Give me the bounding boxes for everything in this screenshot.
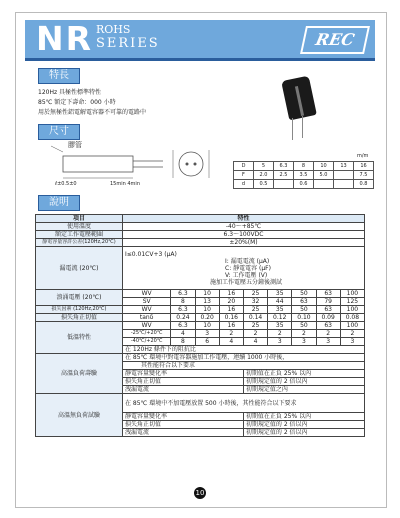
table-row: d 0.5 0.6 0.8 [234, 180, 374, 189]
table-row: 洩漏電流 初期規定值的 2 倍以內 [36, 429, 365, 437]
table-row: 浪涌電壓 (20℃) WV 6.3 10 16 25 35 50 63 100 [36, 290, 365, 298]
feature-3: 用於無極性鋁電解電容器不可靠的電路中 [38, 109, 147, 116]
capacitor-lead [292, 118, 293, 140]
feature-1: 120Hz 具極性標準特性 [38, 89, 102, 96]
rohs-label: ROHS [96, 23, 131, 36]
table-row: 漏電流 (20℃) I≤0.01CV+3 (μA) I: 漏電電流 (μA) C: 靜電電容 (μF) V: 工作電壓 (V) 施加工作電壓五分鐘後測試 [36, 247, 365, 290]
brand-logo: REC [300, 26, 370, 54]
table-row: 靜電容量變化率 初期值在正負 25% 以內 [36, 413, 365, 421]
section-description: 說明 [38, 195, 80, 211]
length-label: ℓ±0.5±0 [55, 181, 77, 187]
table-row [36, 215, 365, 223]
sleeve-label: 膠管 [68, 141, 82, 149]
table-row: 其性能符合以下要求 [36, 362, 365, 370]
col-header-char: 特性 [123, 215, 365, 223]
table-row: 洩漏電流 初期規定值之內 [36, 386, 365, 394]
table-row: SV 8 13 20 32 44 63 79 125 [36, 298, 365, 306]
table-row: 高溫負荷壽驗 在 85℃ 環境中對電容器施加工作電壓，連續 1000 小時後， [36, 354, 365, 362]
table-row: -40℃/+20℃ 8 6 4 4 3 3 3 3 [36, 338, 365, 346]
table-row: 損失角正切值 初期規定值的 2 倍以內 [36, 421, 365, 429]
table-row: 靜電容量容許公差(120Hz,20℃) ±20%(M) [36, 239, 365, 247]
header-accent-line [25, 58, 375, 61]
section-dimensions: 尺寸 [38, 124, 80, 140]
table-row: 使用溫度 -40～+85℃ [36, 223, 365, 231]
table-row: 損失角正切值 tanδ 0.24 0.20 0.16 0.14 0.12 0.10 0.09 0.08 [36, 314, 365, 322]
series-code: NR [36, 19, 94, 58]
table-row: 損失因素 (120Hz,20℃) WV 6.3 10 16 25 35 50 63 100 [36, 306, 365, 314]
capacitor-lead [302, 116, 303, 138]
col-header-item: 項目 [36, 215, 123, 223]
feature-2: 85℃ 額定下壽命：000 小時 [38, 99, 116, 106]
lead-length-label: 15min 4min [110, 181, 140, 187]
spec-table [35, 214, 365, 437]
table-row: -25℃/+20℃ 4 3 2 2 2 2 2 2 [36, 330, 365, 338]
table-row: 損失角正切值 初期規定值的 2 倍以內 [36, 378, 365, 386]
table-row: 在 120Hz 條件下的阻抗比 [36, 346, 365, 354]
table-row: D 5 6.3 8 10 13 16 [234, 162, 374, 171]
unit-label: m/m [357, 153, 369, 159]
table-row: 高溫無負荷試驗 在 85℃ 環境中不加電壓放置 500 小時後，其性能符合以下要求 [36, 394, 365, 413]
page-number: 10 [195, 489, 205, 497]
table-row: 靜電容量變化率 初期值在正負 25% 以內 [36, 370, 365, 378]
table-row: 額定工作電壓範圍 6.3～100VDC [36, 231, 365, 239]
series-subtitle: SERIES [96, 36, 160, 51]
table-row: F 2.0 2.5 3.5 5.0 7.5 [234, 171, 374, 180]
table-row: 低溫特性 WV 6.3 10 16 25 35 50 63 100 [36, 322, 365, 330]
dimension-table [233, 161, 374, 189]
section-features: 特長 [38, 68, 80, 84]
